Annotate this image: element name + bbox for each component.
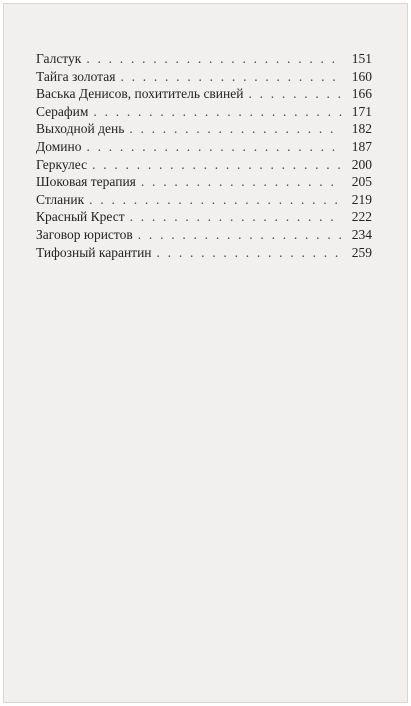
toc-entry-page: 234 bbox=[351, 226, 372, 242]
toc-entry bbox=[36, 50, 372, 68]
dot-leader bbox=[141, 173, 342, 191]
toc-entry bbox=[36, 208, 372, 226]
toc-entry-title: Выходной день bbox=[36, 121, 125, 137]
toc-entry bbox=[36, 191, 372, 209]
toc-entry-page: 200 bbox=[351, 156, 372, 172]
dot-leader bbox=[129, 120, 342, 138]
toc-entry-title: Домино bbox=[36, 138, 82, 154]
toc-entry bbox=[36, 226, 372, 244]
toc-entry-title: Галстук bbox=[36, 51, 82, 66]
toc-entry-title: Геркулес bbox=[36, 156, 88, 172]
toc-entry-page: 222 bbox=[351, 209, 372, 225]
toc-entry-title: Серафим bbox=[36, 103, 89, 119]
toc-entry-title: Тайга золотая bbox=[36, 68, 116, 84]
toc-entry bbox=[36, 103, 372, 121]
toc-entry-page: 205 bbox=[351, 174, 372, 190]
dot-leader bbox=[89, 191, 342, 209]
dot-leader bbox=[93, 103, 342, 121]
dot-leader bbox=[86, 138, 342, 156]
toc-entry-title: Красный Крест bbox=[36, 209, 125, 225]
toc-entry bbox=[36, 120, 372, 138]
toc-entry bbox=[36, 85, 372, 103]
toc-entry-title: Стланик bbox=[36, 191, 85, 207]
toc-entry-page: 160 bbox=[351, 68, 372, 84]
table-of-contents bbox=[36, 50, 372, 261]
toc-entry-page: 259 bbox=[351, 244, 372, 260]
toc-entry-title: Заговор юристов bbox=[36, 226, 133, 242]
toc-entry bbox=[36, 156, 372, 174]
toc-entry bbox=[36, 68, 372, 86]
toc-entry-page: 151 bbox=[351, 51, 372, 66]
book-page bbox=[3, 3, 408, 703]
toc-entry-page: 182 bbox=[351, 121, 372, 137]
dot-leader bbox=[138, 226, 342, 244]
dot-leader bbox=[120, 68, 342, 86]
dot-leader bbox=[157, 244, 342, 262]
toc-entry-page: 166 bbox=[351, 86, 372, 102]
toc-entry-title: Тифозный карантин bbox=[36, 244, 152, 260]
dot-leader bbox=[86, 50, 342, 68]
toc-entry-title: Шоковая терапия bbox=[36, 174, 136, 190]
dot-leader bbox=[248, 85, 342, 103]
toc-entry bbox=[36, 173, 372, 191]
toc-entry bbox=[36, 138, 372, 156]
toc-entry-page: 187 bbox=[351, 138, 372, 154]
dot-leader bbox=[130, 208, 342, 226]
toc-entry-title: Васька Денисов, похититель свиней bbox=[36, 86, 244, 102]
toc-entry-page: 219 bbox=[351, 191, 372, 207]
toc-entry bbox=[36, 244, 372, 262]
dot-leader bbox=[92, 156, 342, 174]
toc-entry-page: 171 bbox=[351, 103, 372, 119]
